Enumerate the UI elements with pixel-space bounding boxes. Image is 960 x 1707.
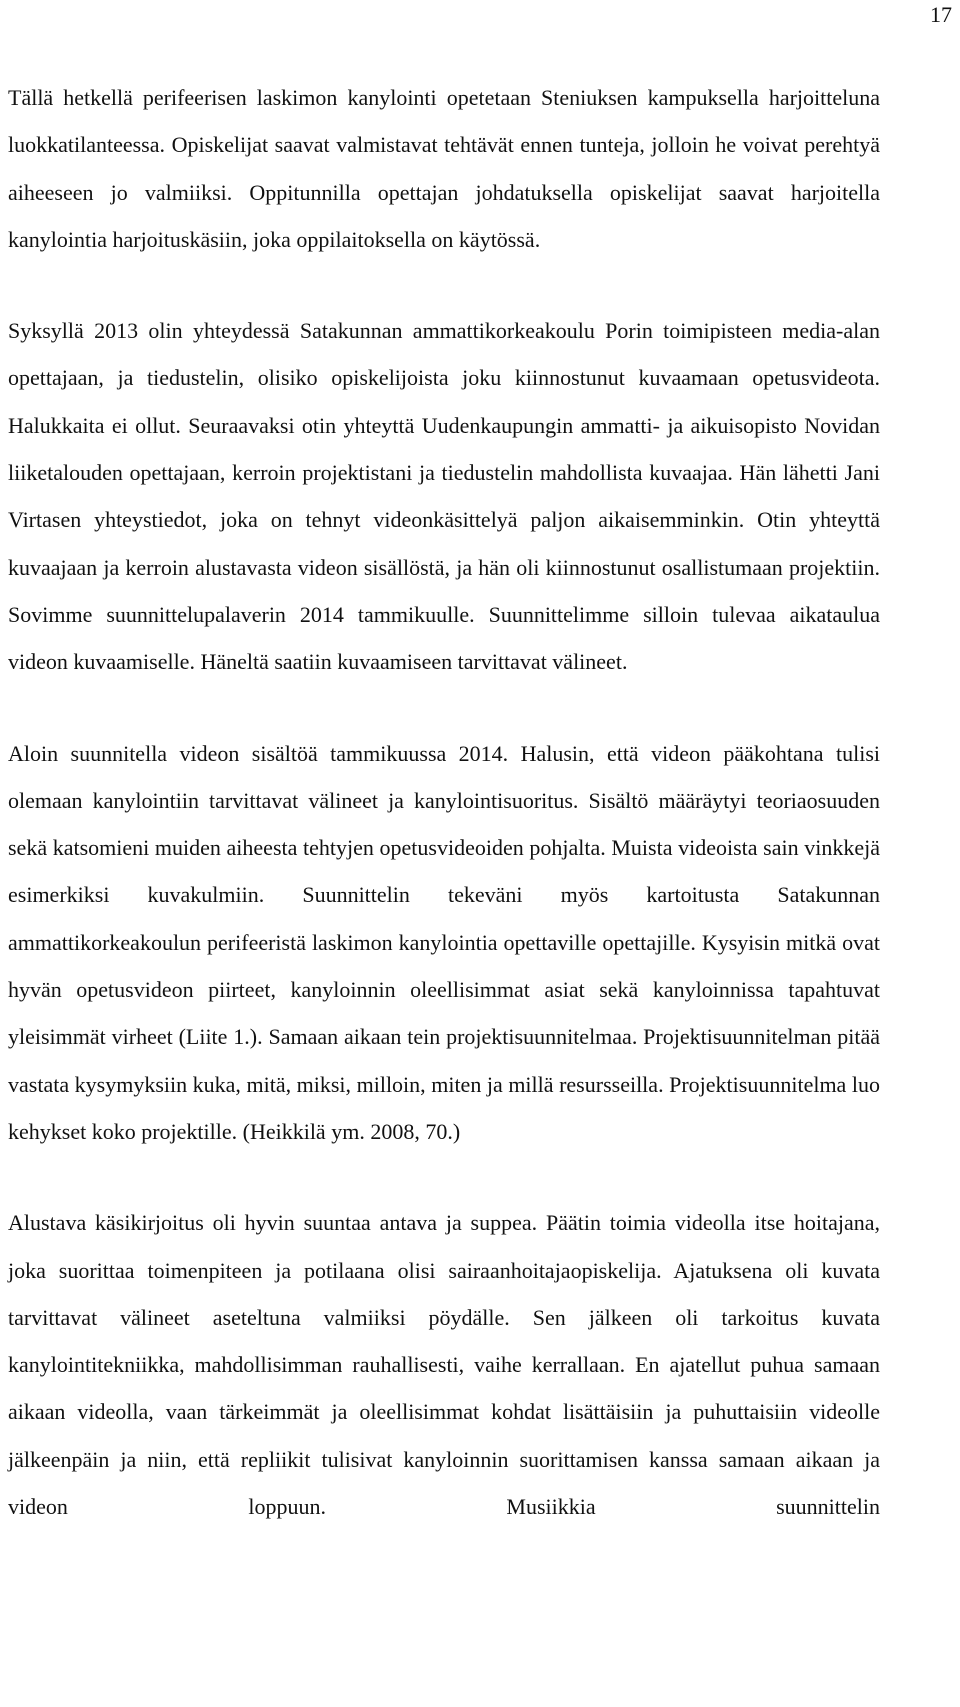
paragraph: Tällä hetkellä perifeerisen laskimon kanylointi opetetaan Steniuksen kampuksella harjoitteluna luokkatilanteessa. Opiskelijat saavat valmistavat tehtävät ennen tunteja, jolloin he voivat perehtyä aiheeseen jo valmiiksi. Oppitunnilla opettajan johdatuksella opiskelijat saavat harjoitella kanylointia harjoituskäsiin, joka oppilaitoksella on käytössä. <box>8 85 880 252</box>
page-number: 17 <box>930 2 952 27</box>
paragraph: Aloin suunnitella videon sisältöä tammikuussa 2014. Halusin, että videon pääkohtana tulisi olemaan kanylointiin tarvittavat välineet ja kanylointisuoritus. Sisältö määräytyi teoriaosuuden sekä katsomieni muiden aiheesta tehtyjen opetusvideoiden pohjalta. Muista videoista sain vinkkejä esimerkiksi kuvakulmiin. Suunnittelin tekeväni myös kartoitusta Satakunnan ammattikorkeakoulun perifeeristä laskimon kanylointia opettaville opettajille. Kysyisin mitkä ovat hyvän opetusvideon piirteet, kanyloinnin oleellisimmat asiat sekä kanyloinnissa tapahtuvat yleisimmät virheet (Liite 1.). Samaan aikaan tein projektisuunnitelmaa. Projektisuunnitelman pitää vastata kysymyksiin kuka, mitä, miksi, milloin, miten ja millä resursseilla. Projektisuunnitelma luo kehykset koko projektille. (Heikkilä ym. 2008, 70.) <box>8 740 880 1144</box>
document-body <box>8 74 880 1530</box>
paragraph: Syksyllä 2013 olin yhteydessä Satakunnan ammattikorkeakoulu Porin toimipisteen media-alan opettajaan, ja tiedustelin, olisiko opiskelijoista joku kiinnostunut kuvaamaan opetusvideota. Halukkaita ei ollut. Seuraavaksi otin yhteyttä Uudenkaupungin ammatti- ja aikuisopisto Novidan liiketalouden opettajaan, kerroin projektistani ja tiedustelin mahdollista kuvaajaa. Hän lähetti Jani Virtasen yhteystiedot, joka on tehnyt videonkäsittelyä paljon aikaisemminkin. Otin yhteyttä kuvaajaan ja kerroin alustavasta videon sisällöstä, ja hän oli kiinnostunut osallistumaan projektiin. Sovimme suunnittelupalaverin 2014 tammikuulle. Suunnittelimme silloin tulevaa aikataulua videon kuvaamiselle. Häneltä saatiin kuvaamiseen tarvittavat välineet. <box>8 318 880 675</box>
paragraph: Alustava käsikirjoitus oli hyvin suuntaa antava ja suppea. Päätin toimia videolla itse hoitajana, joka suorittaa toimenpiteen ja potilaana olisi sairaanhoitajaopiskelija. Ajatuksena oli kuvata tarvittavat välineet aseteltuna valmiiksi pöydälle. Sen jälkeen oli tarkoitus kuvata kanylointitekniikka, mahdollisimman rauhallisesti, vaihe kerrallaan. En ajatellut puhua samaan aikaan videolla, vaan tärkeimmät ja oleellisimmat kohdat lisättäisiin ja puhuttaisiin videolle jälkeenpäin ja niin, että repliikit tulisivat kanyloinnin suorittamisen kanssa samaan aikaan ja videon loppuun. Musiikkia suunnittelin <box>8 1210 880 1520</box>
